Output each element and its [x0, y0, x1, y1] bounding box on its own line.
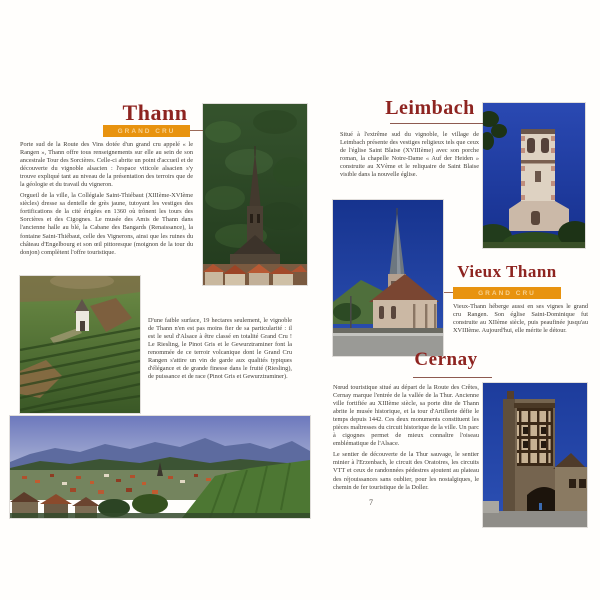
photo-cernay-gate-tower — [483, 383, 587, 527]
rangen-vineyard-illustration — [20, 276, 140, 413]
cernay-paragraph-2: Le sentier de découverte de la Thur sauvage, le sentier minier à l'Erzenbach, le circuit des Oratoires, les circuits VTT et ceux de randonnées pédestres ajoutent au plateau des réjouissances sans oublier, pour les nostalgiques, le chemin de fer touristique de la Doller. — [333, 451, 479, 491]
thann-paragraph-1: Porte sud de la Route des Vins dotée d'un grand cru appelé « le Rangen », Thann offre tous renseignements sur elle au sein de son ancestrale Tour des Sorcières. Celle-ci abrite un point d'accueil et de découverte du vignoble alsacien : l'espace viticole alsacien s'y trouve expliqué tant au niveau de la présentation des terroirs que de la géologie et du travail du vigneron. — [20, 141, 193, 189]
section-title-thann: Thann — [122, 100, 188, 125]
gate-tower — [503, 391, 561, 513]
street — [483, 511, 587, 527]
page-number: 7 — [369, 498, 373, 507]
lamp-post — [350, 296, 352, 332]
banner-rule-thann — [190, 130, 204, 131]
vieux-thann-paragraph-block — [453, 303, 588, 338]
photo-leimbach-tower — [483, 103, 585, 248]
thann-paragraphs — [20, 141, 193, 260]
thann-paragraph-2: Orgueil de la ville, la Collégiale Saint-Thiébaut (XIIIème-XVIème siècles) dresse sa dentelle de grès jaune, tutoyant les vestiges des fortifications de la cité érigées en 1360 où trônent les tours des Sorcières et des Cigognes. Le musée des Amis de Thann dans l'ancienne halle au blé, la Cabane des Bangards (Renaissance), la fontaine Saint-Thiébaut, celle des Vignerons, ainsi que les ruines du château d'Engelbourg et son œil pittoresque (moignon de la tour du donjon) complètent l'offre touristique. — [20, 192, 193, 256]
thann-collegiale-illustration — [203, 104, 307, 285]
cernay-gate-tower-illustration — [483, 383, 587, 527]
cernay-paragraphs — [333, 384, 479, 495]
leimbach-tower-illustration — [483, 103, 585, 248]
banner-rule-vieux-thann — [444, 292, 453, 293]
grand-cru-label: GRAND CRU — [478, 289, 536, 297]
half-timber-facade — [517, 408, 553, 466]
photo-thann-valley-panorama — [10, 416, 310, 518]
title-rule-cernay — [413, 377, 492, 378]
section-title-cernay: Cernay — [414, 349, 478, 370]
valley-panorama-illustration — [10, 416, 310, 518]
photo-vieux-thann-church — [333, 200, 443, 356]
grand-cru-banner-vieux-thann — [453, 287, 561, 299]
leimbach-paragraph: Situé à l'extrême sud du vignoble, le village de Leimbach présente des vestiges religieux tels que ceux de l'église Saint Blaise (XVIIIème) avec son porche roman, la chapelle Notre-Dame « Auf der Heiden » construite au XVème et le reliquaire de Saint Blaise visible dans la nouvelle église. — [340, 131, 479, 179]
thann-paragraph-3: D'une faible surface, 19 hectares seulement, le vignoble de Thann n'en est pas moins fier de sa particularité : il est le seul d'Alsace à être classé en totalité Grand Cru ! Le Riesling, le Pinot Gris et le Gewurztraminer font la renommée de ce terroir volcanique dont le Grand Cru Rangen s'attire un vin de garde aux qualités typiques d'élégance et de grande finesse dans le fruité (Riesling), de puissance et de race (Pinot Gris et Gewurztraminer). — [148, 317, 292, 381]
town-rooftops — [203, 264, 307, 285]
tiny-figure — [539, 503, 542, 510]
cernay-paragraph-1: Nœud touristique situé au départ de la Route des Crêtes, Cernay marque l'entrée de la vallée de la Thur. Ancienne ville fortifiée au XIIIème siècle, sa porte dite de Thann abrite le musée historique, et la tour d'Artillerie défie le temps depuis 1442. Ces deux monuments constituent les pièces maîtresses du circuit historique de la ville. Un parc à cigognes permet de mieux connaître l'oiseau emblématique de l'Alsace. — [333, 384, 479, 448]
vieux-thann-church-illustration — [333, 200, 443, 356]
section-title-vieux-thann: Vieux Thann — [457, 262, 557, 281]
leimbach-paragraph-block — [340, 131, 479, 182]
vieux-thann-paragraph: Vieux-Thann héberge aussi en ses vignes le grand cru Rangen. Son église Saint-Dominique fut construite au XIIème siècle, puis peaufinée jusqu'au XVIIIème. Aujourd'hui, elle mérite le détour. — [453, 303, 588, 335]
photo-thann-collegiale — [203, 104, 307, 285]
grand-cru-banner-thann — [103, 125, 190, 137]
photo-rangen-vineyard — [20, 276, 140, 413]
thann-paragraph-3-block — [148, 317, 292, 384]
grand-cru-label: GRAND CRU — [117, 127, 176, 135]
section-title-leimbach: Leimbach — [385, 97, 475, 119]
